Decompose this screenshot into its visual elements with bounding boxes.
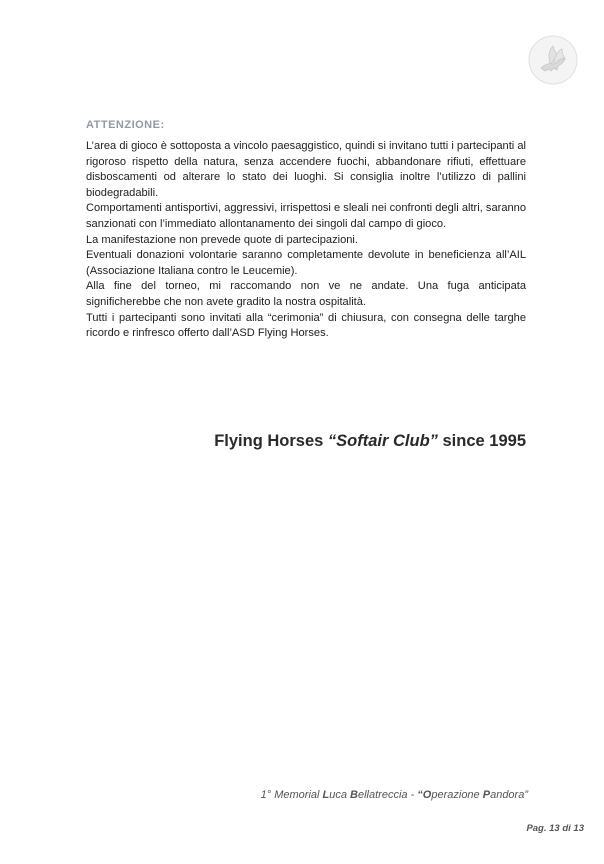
notice-body	[86, 139, 526, 342]
club-motto	[86, 432, 526, 451]
footer-cap-l: L	[322, 789, 330, 801]
motto-since: since 1995	[437, 432, 526, 450]
winged-horse-logo	[527, 34, 579, 86]
winged-horse-icon	[527, 34, 579, 86]
footer-rest-ellatreccia: ellatreccia -	[358, 789, 418, 801]
notice-paragraph-conduct: Comportamenti antisportivi, aggressivi, irrispettosi e sleali nei confronti degli altri, saranno sanzionati con l’immediato allontanamento dei singoli dal campo di gioco.	[86, 202, 526, 230]
notice-paragraph-ceremony: Tutti i partecipanti sono invitati alla “cerimonia” di chiusura, con consegna delle targhe ricordo e rinfresco offerto dall’ASD Flying Horses.	[86, 311, 526, 340]
event-footer	[86, 789, 528, 801]
footer-cap-b: B	[350, 789, 358, 801]
notice-paragraph-donations: Eventuali donazioni volontarie saranno completamente devolute in beneficienza all’AIL (Associazione Italiana contro le Leucemie).	[86, 249, 526, 277]
notice-paragraph-fees: La manifestazione non prevede quote di partecipazioni.	[86, 233, 358, 246]
footer-prefix: 1° Memorial	[260, 789, 323, 801]
notice-paragraph-environment: L’area di gioco è sottoposta a vincolo paesaggistico, quindi si invitano tutti i partecipanti al rigoroso rispetto della natura, senza accendere fuochi, abbandonare rifiuti, effettuare disboscamenti od alterare lo stato dei luoghi. Si consiglia inoltre l’utilizzo di pallini biodegradabili.	[86, 140, 526, 199]
footer-rest-andora: andora”	[490, 789, 528, 801]
footer-cap-o: “O	[417, 789, 432, 801]
attention-heading: ATTENZIONE:	[86, 119, 165, 131]
motto-club: “Softair Club”	[327, 432, 438, 450]
notice-paragraph-departure: Alla fine del torneo, mi raccomando non ve ne andate. Una fuga anticipata significherebbe che non avete gradito la nostra ospitalità.	[86, 280, 526, 308]
footer-rest-uca: uca	[329, 789, 351, 801]
page-number: Pag. 13 di 13	[526, 823, 584, 834]
footer-rest-perazione: perazione	[431, 789, 483, 801]
footer-cap-p: P	[482, 789, 491, 801]
motto-name: Flying Horses	[214, 432, 328, 450]
